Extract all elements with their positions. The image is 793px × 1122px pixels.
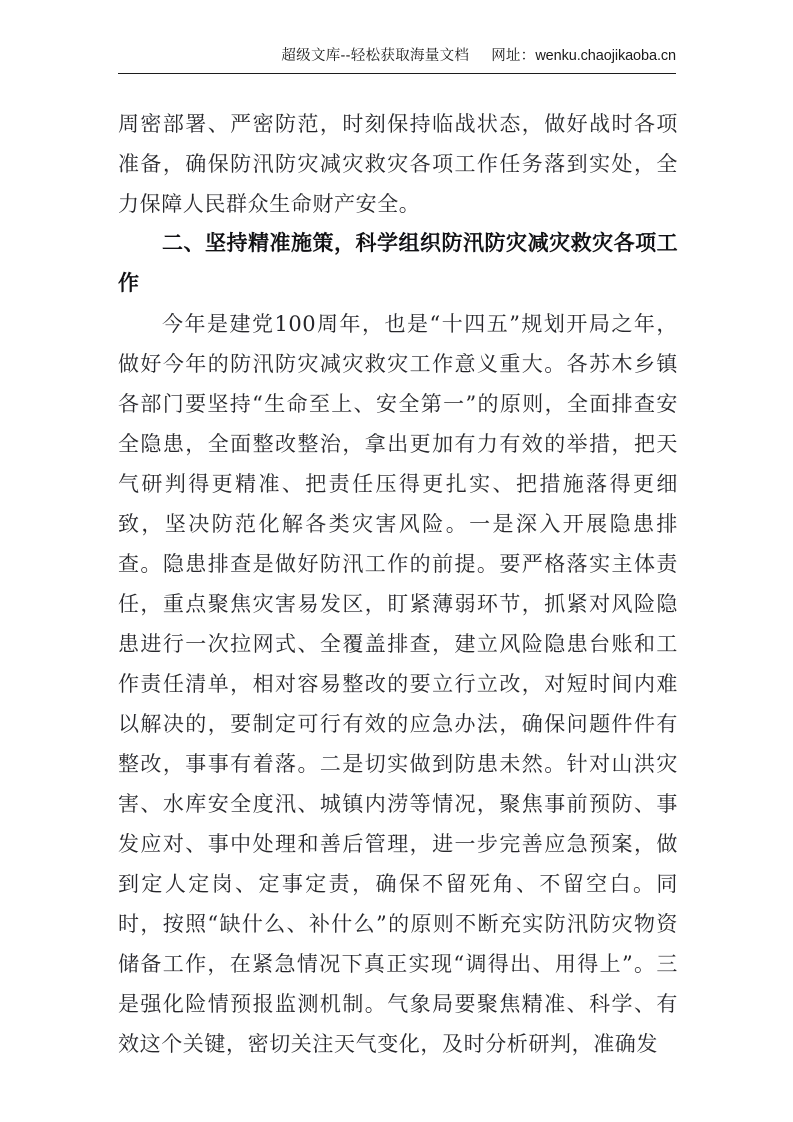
paragraph-number-100: 100 bbox=[274, 312, 317, 336]
header-url: wenku.chaojikaoba.cn bbox=[535, 48, 676, 64]
header-divider-rule bbox=[118, 73, 676, 74]
document-body bbox=[118, 104, 678, 1064]
header-url-label: 网址： bbox=[491, 48, 536, 64]
paragraph-text-part-b: 周年，也是“十四五”规划开局之年，做好今年的防汛防灾减灾救灾工作意义重大。各苏木乡镇各部门要坚持“生命至上、安全第一”的原则，全面排查安全隐患，全面整改整治，拿出更加有力有效的举措，把天气研判得更精准、把责任压得更扎实、把措施落得更细致，坚决防范化解各类灾害风险。一是深入开展隐患排查。隐患排查是做好防汛工作的前提。要严格落实主体责任，重点聚焦灾害易发区，盯紧薄弱环节，抓紧对风险隐患进行一次拉网式、全覆盖排查，建立风险隐患台账和工作责任清单，相对容易整改的要立行立改，对短时间内难以解决的，要制定可行有效的应急办法，确保问题件件有整改，事事有着落。二是切实做到防患未然。针对山洪灾害、水库安全度汛、城镇内涝等情况，聚焦事前预防、事发应对、事中处理和善后管理，进一步完善应急预案，做到定人定岗、定事定责，确保不留死角、不留空白。同时，按照“缺什么、补什么”的原则不断充实防汛防灾物资储备工作，在紧急情况下真正实现“调得出、用得上”。三是强化险情预报监测机制。气象局要聚焦精准、科学、有效这个关键，密切关注天气变化，及时分析研判，准确发 bbox=[118, 312, 679, 1056]
section-heading-two: 二、坚持精准施策，科学组织防汛防灾减灾救灾各项工作 bbox=[118, 232, 678, 295]
paragraph-section-two-body bbox=[118, 304, 678, 1064]
page-header bbox=[118, 46, 676, 76]
header-site-name: 超级文库--轻松获取海量文档 bbox=[281, 48, 470, 64]
header-text-line bbox=[118, 46, 676, 66]
paragraph-continuation: 周密部署、严密防范，时刻保持临战状态，做好战时各项准备，确保防汛防灾减灾救灾各项工作任务落到实处，全力保障人民群众生命财产安全。 bbox=[118, 112, 678, 216]
paragraph-text-part-a: 今年是建党 bbox=[162, 312, 275, 336]
